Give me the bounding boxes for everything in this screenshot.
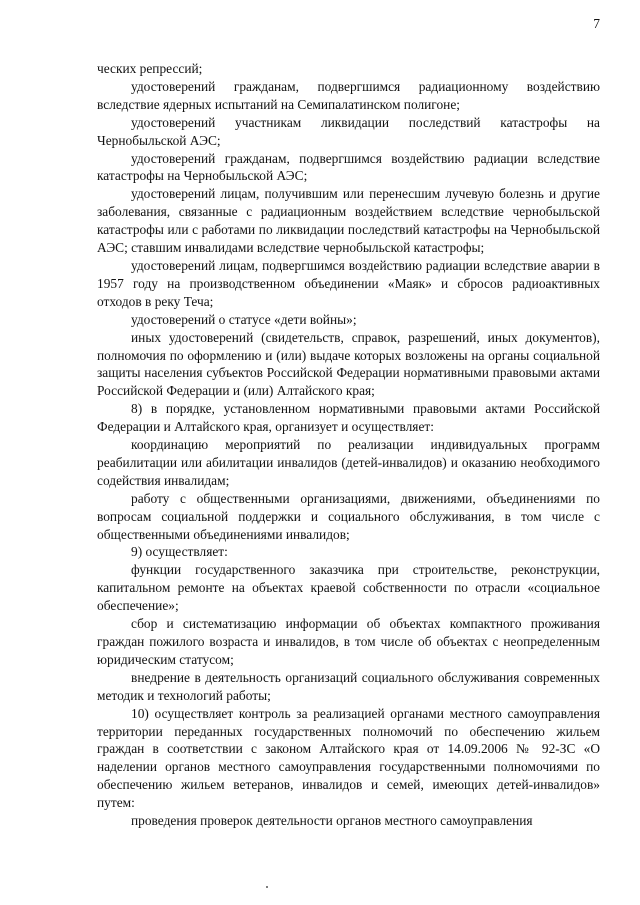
paragraph-rehabilitation-coordination: координацию мероприятий по реализации индивидуальных программ реабилитации или абилитации инвалидов (детей-инвалидов) и оказанию необходимого содействия инвалидам; [97, 437, 600, 488]
scan-speck [266, 886, 268, 888]
paragraph-chernobyl-radiation: удостоверений гражданам, подвергшимся воздействию радиации вследствие катастрофы на Чернобыльской АЭС; [97, 150, 600, 184]
paragraph-radiation-sickness: удостоверений лицам, получившим или перенесшим лучевую болезнь и другие заболевания, связанные с радиационным воздействием вследствие чернобыльской катастрофы или с работами по ликвидации последствий катастрофы на Чернобыльской АЭС; ставшим инвалидами вследствие чернобыльской катастрофы; [97, 186, 600, 256]
paragraph-other-certificates: иных удостоверений (свидетельств, справок, разрешений, иных документов), полномочия по оформлению и (или) выдаче которых возложены на органы социальной защиты населения субъектов Российской Федерации нормативными правовыми актами Российской Федерации и (или) Алтайского края; [97, 329, 600, 399]
paragraph-state-customer: функции государственного заказчика при строительстве, реконструкции, капитальном ремонте на объектах краевой собственности по отрасли «социальное обеспечение»; [97, 562, 600, 614]
paragraph-methods-introduction: внедрение в деятельность организаций социального обслуживания современных методик и технологий работы; [97, 669, 600, 703]
paragraph-item-8: 8) в порядке, установленном нормативными правовыми актами Российской Федерации и Алтайского края, организует и осуществляет: [97, 401, 600, 435]
paragraph-item-10: 10) осуществляет контроль за реализацией органами местного самоуправления территории переданных государственных полномочий по обеспечению жильем граждан в соответствии с законом Алтайского края от 14.09.2006 № 92-ЗС «О наделении органов местного самоуправления государственными полномочиями по обеспечению жильем ветеранов, инвалидов и семей, имеющих детей-инвалидов» путем: [97, 705, 600, 811]
paragraph-mayak-accident: удостоверений лицам, подвергшимся воздействию радиации вследствие аварии в 1957 году на производственном объединении «Маяк» и сбросов радиоактивных отходов в реку Теча; [97, 257, 600, 309]
paragraph-children-of-war: удостоверений о статусе «дети войны»; [131, 311, 357, 327]
paragraph-information-collection: сбор и систематизацию информации об объектах компактного проживания граждан пожилого возраста и инвалидов, в том числе об объектах с неопределенным юридическим статусом; [97, 616, 600, 667]
paragraph-continuation: ческих репрессий; [97, 61, 203, 76]
paragraph-chernobyl-liquidators: удостоверений участникам ликвидации последствий катастрофы на Чернобыльской АЭС; [97, 114, 600, 148]
paragraph-public-organizations: работу с общественными организациями, движениями, объединениями по вопросам социальной поддержки и социального обслуживания, в том числе с общественными объединениями инвалидов; [97, 490, 600, 542]
paragraph-semipalatinsk-certificates: удостоверений гражданам, подвергшимся радиационному воздействию вследствие ядерных испытаний на Семипалатинском полигоне; [97, 78, 600, 112]
page-number: 7 [593, 16, 600, 31]
document-body [97, 60, 600, 830]
paragraph-item-9: 9) осуществляет: [131, 544, 228, 560]
paragraph-inspections: проведения проверок деятельности органов местного самоуправления [131, 813, 533, 829]
